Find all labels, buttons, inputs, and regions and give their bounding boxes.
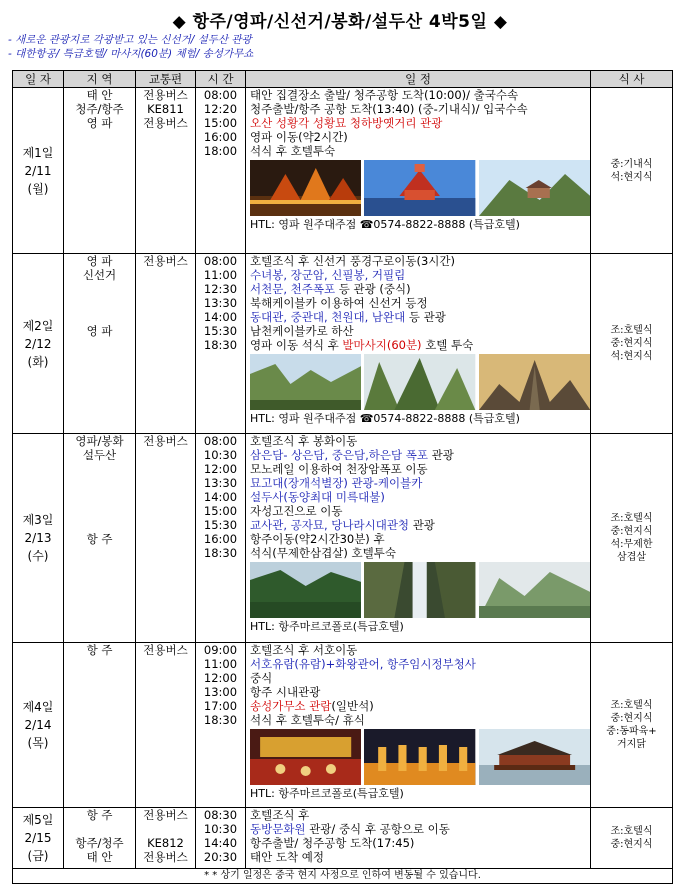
meals-cell [591,88,673,254]
time-text: 18:30 [203,338,238,352]
time-cell [196,808,246,869]
time-cell [196,643,246,808]
schedule-suffix: 관광/ 중식 후 공항으로 이동 [305,822,450,836]
schedule-line: 묘고대(장개석별장) 관광-케이블카 [250,476,423,490]
time-text: 17:00 [203,699,238,713]
schedule-line: 석식(무제한삼겹살) 호텔투숙 [250,546,396,560]
schedule-line: 설두사(동양최대 미륵대불) [250,490,385,504]
region-text: 신선거 [82,268,117,282]
day-row [13,434,673,643]
page-title: ◆ 항주/영파/신선거/봉화/설두산 4박5일 ◆ [172,12,508,32]
region-text: 영 파 [86,116,113,130]
meal-text: 석:무제한 [610,539,653,550]
schedule-line: 북해케이블카 이용하여 신선거 등정 [250,296,428,310]
meal-text: 중:기내식 [610,158,653,170]
schedule-text: 영파 이동 석식 후 [250,338,343,352]
schedule-suffix: 등 관광 (중식) [335,282,411,296]
transport-text: KE811 [147,102,184,116]
photo-mountain-temple [479,160,590,216]
time-text: 16:00 [203,532,238,546]
itinerary-table [12,70,673,884]
schedule-cell [246,254,591,434]
time-text: 15:30 [203,518,238,532]
day-label: 제3일 [22,513,54,527]
schedule-line: 항주이동(약2시간30분) 후 [250,532,385,546]
schedule-highlight: 교사관, 공자묘, 당나라시대관청 [250,518,410,532]
time-text: 08:00 [203,254,238,268]
day-weekday: (화) [27,354,49,369]
meals-cell [591,808,673,869]
schedule-cell [246,643,591,808]
time-text: 16:00 [203,130,238,144]
hotel-line: HTL: 항주마르코폴로(특급호텔) [250,620,404,633]
time-text: 10:30 [203,448,238,462]
meals-cell [591,643,673,808]
schedule-highlight: 송성가무소 관람 [250,699,332,713]
day-cell [13,434,64,643]
transport-text: 전용버스 [143,88,188,102]
schedule-line: 청주출발/항주 공항 도착(13:40) (중-기내식)/ 입국수속 [250,102,528,116]
day-label: 제5일 [22,813,54,827]
transport-cell [136,254,196,434]
header-row [13,71,673,88]
region-text: 태 안 [86,850,113,864]
schedule-suffix: 관광 [409,518,435,532]
day-row [13,88,673,254]
region-text: 항 주 [86,532,113,546]
schedule-cell [246,808,591,869]
transport-text: 전용버스 [143,643,188,657]
time-text: 13:30 [203,296,238,310]
time-cell [196,88,246,254]
transport-cell [136,808,196,869]
day-date: 2/15 [24,831,52,845]
header-day: 일 자 [13,71,64,88]
day-row [13,808,673,869]
photo-cliff-valley [250,354,361,410]
time-text: 11:00 [203,268,238,282]
day-weekday: (수) [27,549,49,563]
time-text: 08:00 [203,434,238,448]
schedule-highlight: 삼은담- 상은담, 중은담,하은담 폭포 [250,448,428,462]
region-text: 항 주 [86,808,113,822]
schedule-line: 호텔조식 후 [250,808,310,822]
region-text: 항주/청주 [75,836,124,850]
photo-pavilion-night [250,160,361,216]
footer-note: * * 상기 일정은 중국 현지 사정으로 인하여 변동될 수 있습니다. [13,869,673,884]
meals-cell [591,254,673,434]
note-line: - 대한항공/ 특급호텔/ 마사지(60분) 체험/ 송성가무쇼 [8,48,254,60]
schedule-line [250,518,590,532]
day-date: 2/13 [24,531,52,545]
day-weekday: (월) [27,181,49,196]
time-text: 20:30 [203,850,238,864]
schedule-suffix: 관광 [427,448,454,462]
region-cell [64,254,136,434]
time-text: 14:00 [203,490,238,504]
meal-text: 조:호텔식 [610,826,653,837]
time-text: 15:30 [203,324,238,338]
schedule-line: 태안 도착 예정 [250,850,324,864]
schedule-highlight: 동방문화원 [250,822,306,836]
photo-mountain-mist [479,562,590,618]
transport-text: 전용버스 [143,116,188,130]
day-cell [13,88,64,254]
schedule-suffix: 등 관광 [405,310,446,324]
schedule-line [250,282,590,296]
day-date: 2/14 [24,718,52,732]
time-text: 10:30 [203,822,238,836]
schedule-cell [246,434,591,643]
transport-text: 전용버스 [143,808,188,822]
meal-text: 조:호텔식 [610,513,653,524]
meal-text: 중:동파육+ [606,726,657,737]
time-text: 09:00 [203,643,238,657]
meal-text: 석:현지식 [610,351,653,362]
schedule-line [250,699,590,713]
photo-temple-sky [364,160,475,216]
photo-strip [250,562,590,618]
photo-strip [250,160,590,216]
meal-text: 중:현지식 [610,338,653,349]
meal-text: 거지닭 [617,739,646,750]
time-text: 08:00 [203,88,238,102]
time-text: 18:30 [203,546,238,560]
schedule-line [250,448,590,462]
schedule-line: 오산 성황각 성황묘 청하방옛거리 관광 [250,116,443,130]
day-cell [13,808,64,869]
header-time: 시 간 [196,71,246,88]
day-weekday: (금) [27,849,49,863]
schedule-line: 모노레일 이용하여 천장암폭포 이동 [250,462,428,476]
meals-cell [591,434,673,643]
time-text: 12:00 [203,671,238,685]
note-line: - 새로운 관광지로 각광받고 있는 신선거/ 설두산 관광 [8,34,252,46]
header-region: 지 역 [64,71,136,88]
day-weekday: (목) [27,736,49,750]
region-text: 영 파 [86,324,113,338]
schedule-line: 호텔조식 후 서호이동 [250,643,358,657]
region-cell [64,808,136,869]
time-text: 12:00 [203,462,238,476]
schedule-line: 남천케이블카로 하산 [250,324,354,338]
day-label: 제4일 [22,700,54,714]
day-cell [13,254,64,434]
region-text: 태 안 [86,88,113,102]
region-text: 영 파 [86,254,113,268]
region-text: 영파/봉화 [75,434,124,448]
schedule-line: 호텔조식 후 신선거 풍경구로이동(3시간) [250,254,455,268]
region-cell [64,643,136,808]
header-transport: 교통편 [136,71,196,88]
schedule-line: 항주 시내관광 [250,685,321,699]
schedule-highlight: 발마사지(60분) [342,338,422,352]
hotel-line: HTL: 영파 원주대주점 ☎0574-8822-8888 (특급호텔) [250,412,520,425]
schedule-line: 자성고진으로 이동 [250,504,343,518]
photo-forest-valley [250,562,361,618]
transport-text: 전용버스 [143,850,188,864]
schedule-highlight: 동대관, 중관대, 천원대, 남완대 [250,310,406,324]
schedule-line: 서호유람(유람)+화왕관어, 항주임시정부청사 [250,657,476,671]
meal-text: 조:호텔식 [610,325,653,336]
photo-rock-pinnacle [479,354,590,410]
schedule-line: 수녀봉, 장군암, 신필봉, 거필림 [250,268,406,282]
region-cell [64,434,136,643]
schedule-line: 태안 집결장소 출발/ 청주공항 도착(10:00)/ 출국수속 [250,88,519,102]
time-text: 14:40 [203,836,238,850]
time-text: 15:00 [203,116,238,130]
hotel-line: HTL: 항주마르코폴로(특급호텔) [250,787,404,800]
day-row [13,254,673,434]
time-text: 14:00 [203,310,238,324]
meal-text: 석:현지식 [610,171,653,183]
photo-dance-show [364,729,475,785]
schedule-cell [246,88,591,254]
meal-text: 중:현지식 [610,526,653,537]
photo-theatre-stage [250,729,361,785]
time-text: 12:20 [203,102,238,116]
region-text: 청주/항주 [75,102,124,116]
schedule-line [250,310,590,324]
photo-waterfall [364,562,475,618]
schedule-line: 석식 후 호텔투숙 [250,144,336,158]
schedule-line: 영파 이동(약2시간) [250,130,348,144]
time-text: 13:30 [203,476,238,490]
time-text: 13:00 [203,685,238,699]
schedule-line: 항주출발/ 청주공항 도착(17:45) [250,836,415,850]
time-text: 15:00 [203,504,238,518]
transport-text: 전용버스 [143,254,188,268]
region-text: 설두산 [82,448,117,462]
meal-text: 조:호텔식 [610,700,653,711]
region-text: 항 주 [86,643,113,657]
time-text: 11:00 [203,657,238,671]
schedule-line: 석식 후 호텔투숙/ 휴식 [250,713,365,727]
day-cell [13,643,64,808]
transport-cell [136,434,196,643]
time-text: 18:00 [203,144,238,158]
schedule-line [250,338,590,352]
day-row [13,643,673,808]
day-label: 제2일 [22,318,54,333]
transport-cell [136,88,196,254]
transport-cell [136,643,196,808]
time-text: 08:30 [203,808,238,822]
time-text: 18:30 [203,713,238,727]
time-text: 12:30 [203,282,238,296]
time-cell [196,434,246,643]
schedule-line [250,822,590,836]
schedule-line: 중식 [250,671,273,685]
transport-text: 전용버스 [143,434,188,448]
meal-text: 삼겹살 [617,552,646,563]
transport-text: KE812 [147,836,184,850]
day-date: 2/11 [24,163,52,178]
header-schedule: 일 정 [246,71,591,88]
schedule-suffix: (일반석) [331,699,374,713]
meal-text: 중:현지식 [610,839,653,850]
hotel-line: HTL: 영파 원주대주점 ☎0574-8822-8888 (특급호텔) [250,218,520,231]
day-date: 2/12 [24,336,52,351]
schedule-highlight: 서천문, 천주폭포 [250,282,336,296]
notes [8,33,680,63]
time-cell [196,254,246,434]
photo-strip [250,729,590,785]
region-cell [64,88,136,254]
photo-strip [250,354,590,410]
photo-west-lake-boat [479,729,590,785]
schedule-line: 호텔조식 후 봉화이동 [250,434,358,448]
schedule-suffix: 호텔 투숙 [421,338,474,352]
day-label: 제1일 [22,145,54,160]
photo-green-peaks [364,354,475,410]
meal-text: 중:현지식 [610,713,653,724]
header-meals: 식 사 [591,71,673,88]
